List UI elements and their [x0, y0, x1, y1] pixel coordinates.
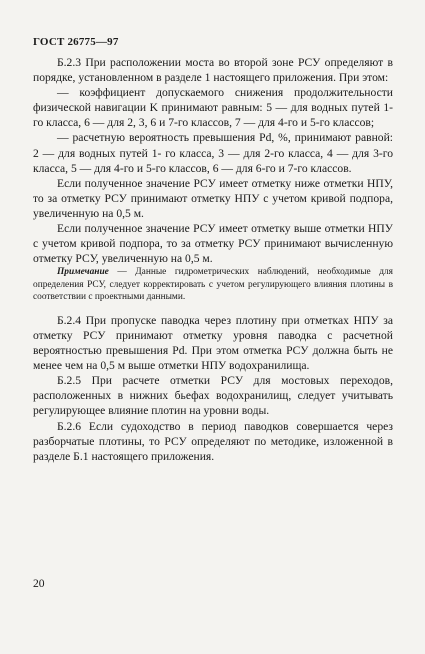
paragraph-below-npu: Если полученное значение РСУ имеет отметку ниже отметки НПУ, то за отметку РСУ принимают отметку НПУ с учетом кривой подпора, увеличенную на 0,5 м. [33, 176, 393, 220]
note [33, 266, 393, 303]
note-label: Примечание [57, 267, 109, 278]
standard-header: ГОСТ 26775—97 [33, 36, 119, 48]
page-number: 20 [33, 577, 45, 590]
page-body [33, 55, 393, 464]
paragraph-coefficient: — коэффициент допускаемого снижения продолжительности физической навигации K принимают равным: 5 — для водных путей 1-го класса, 6 — для 2, 3, 6 и 7-го классов, 7 — для 4-го и 5-го классов; [33, 86, 393, 130]
paragraph-b-2-5: Б.2.5 При расчете отметки РСУ для мостовых переходов, расположенных в нижних бьефах водохранилищ, следует учитывать регулирующее влияние плотин на уровни воды. [33, 374, 393, 418]
paragraph-above-npu: Если полученное значение РСУ имеет отметку выше отметки НПУ с учетом кривой подпора, то за отметку РСУ принимают вычисленную отметку РСУ, увеличенную на 0,5 м. [33, 222, 393, 266]
paragraph-b-2-6: Б.2.6 Если судоходство в период паводков совершается через разборчатые плотины, то РСУ определяют по методике, изложенной в разделе Б.1 настоящего приложения. [33, 419, 393, 463]
paragraph-b-2-4: Б.2.4 При пропуске паводка через плотину при отметках НПУ за отметку РСУ принимают отметку уровня паводка с расчетной вероятностью превышения Pd. При этом отметка РСУ должна быть не менее чем на 0,5 м выше отметки НПУ водохранилища. [33, 313, 393, 373]
note-text: — Данные гидрометрических наблюдений, необходимые для определения РСУ, следует корректировать с учетом регулирующего влияния плотины в соответствии с проектными данными. [33, 267, 393, 302]
paragraph-probability: — расчетную вероятность превышения Pd, %, принимают равной: 2 — для водных путей 1- го класса, 3 — для 2-го класса, 4 — для 3-го класса, 5 — для 4-го и 5-го классов, 6 — для 6-го и 7-го классов. [33, 131, 393, 175]
paragraph-b-2-3: Б.2.3 При расположении моста во второй зоне РСУ определяют в порядке, установленном в разделе 1 настоящего приложения. При этом: [33, 56, 393, 85]
